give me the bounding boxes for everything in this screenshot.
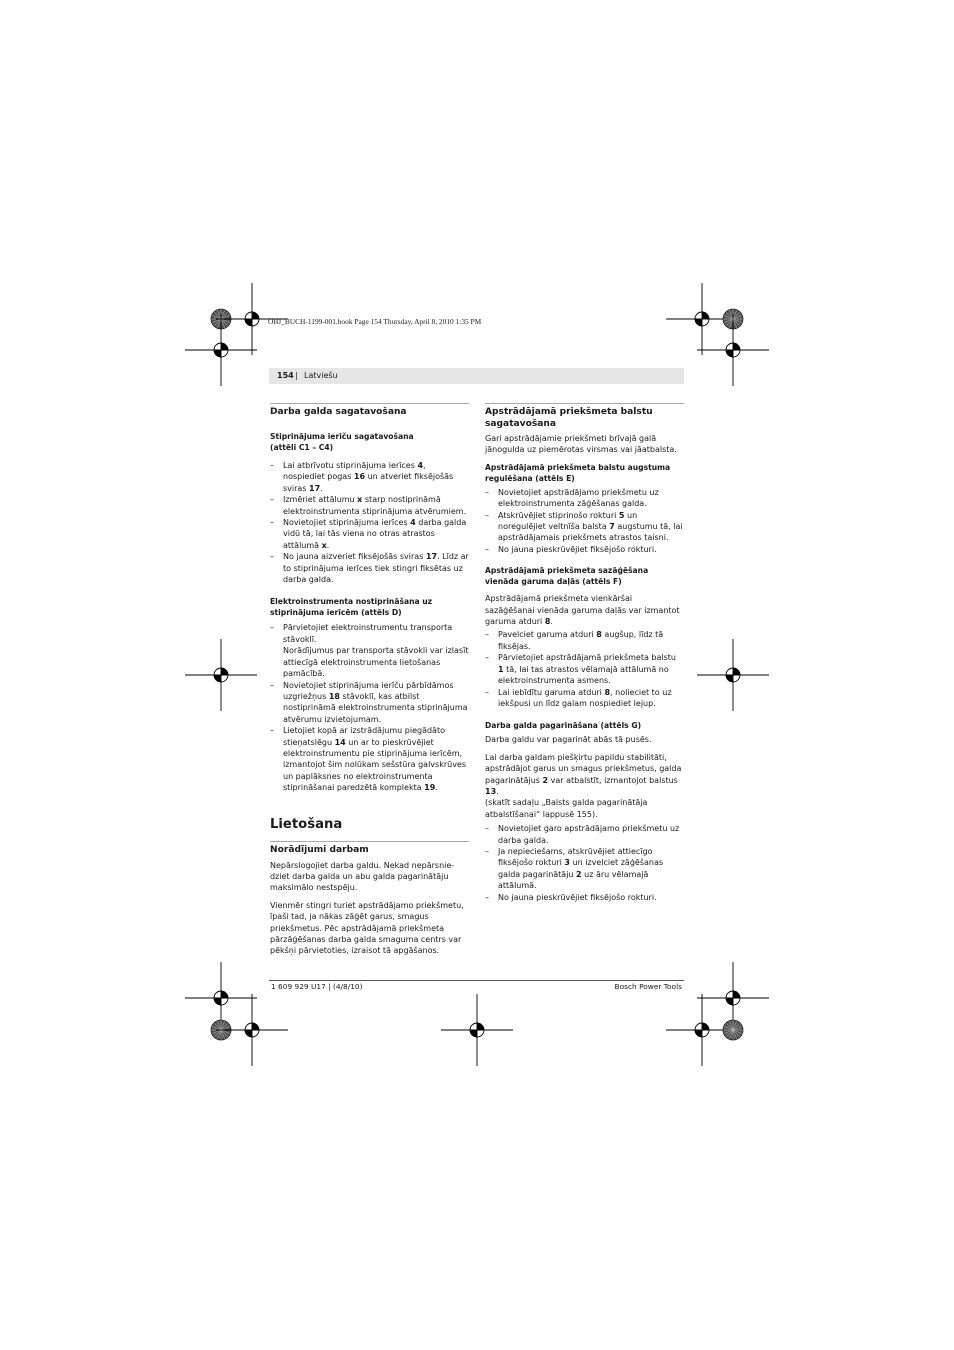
footer-doc-number: 1 609 929 U17 | (4/8/10) [271, 982, 363, 991]
reference-number: 16 [353, 472, 366, 482]
extension-steps [485, 823, 684, 903]
heading-equal-lengths: Apstrādājamā priekšmeta sazāģēšana vienāda garuma daļās (attēls F) [485, 566, 649, 587]
reference-number: 3 [564, 858, 570, 868]
list-item: – Novietojiet stiprinājuma ierīču pārbīdāmos uzgriežņus 18 stāvoklī, kas atbilst nostiprināmā elektroinstrumenta stiprinājuma atvērumu izvietojumam. [270, 680, 469, 726]
extension-paragraph-2: Lai darba galdam piešķirtu papildu stabilitāti, apstrādājot garus un smagus priekšmetus, galda pagarinātājus 2 var atbalstīt, izmantojot balstus 13. [485, 752, 682, 796]
heading-clamp-figs: (attēli C1 – C4) [270, 443, 334, 452]
list-item: – Novietojiet apstrādājamo priekšmetu uz elektroinstrumenta zāģēšanas galda. [485, 487, 684, 510]
section-name: Latviešu [304, 371, 338, 380]
equal-intro: Apstrādājamā priekšmeta vienkāršai sazāģēšanai vienāda garuma daļās var izmantot garuma atduri 8. [485, 594, 680, 627]
reference-number: 4 [410, 518, 416, 528]
list-item: – Izmēriet attālumu x starp nostiprināmā elektroinstrumenta stiprinājuma atvērumiem. [270, 494, 469, 517]
hint-paragraph-1: Nepārslogojiet darba galdu. Nekad nepārsnie-dziet darba galda un abu galda pagarinātāju maksimālo nestspēju. [270, 860, 455, 893]
reference-number: 18 [328, 691, 340, 701]
list-item: – Lai atbrīvotu stiprinājuma ierīces 4, nospiediet pogas 16 un atveriet fiksējošās sviras 17. [270, 460, 469, 494]
reference-number: x [321, 540, 327, 550]
footer-rule [269, 980, 684, 981]
left-column [270, 403, 469, 957]
reference-number: 2 [576, 869, 582, 879]
reference-number: 4 [417, 461, 424, 470]
reference-number: 8 [596, 630, 602, 640]
list-item: – No jauna pieskrūvējiet fiksējošo rokturi. [485, 544, 684, 555]
heading-working-hints: Norādījumi darbam [270, 841, 469, 856]
heading-mount-tool: Elektroinstrumenta nostiprināšana uz stiprinājuma ierīcēm (attēls D) [270, 597, 433, 618]
list-item: – Ja nepieciešams, atskrūvējiet attiecīgo fiksējošo rokturi 3 un izvelciet zāģēšanas galda pagarinātāju 2 uz āru vēlamajā attālumā. [485, 846, 684, 892]
mount-steps [270, 622, 469, 793]
heading-height-adjust: Apstrādājamā priekšmeta balstu augstuma regulēšana (attēls E) [485, 462, 671, 483]
page-number: 154 [277, 371, 294, 380]
print-slug: OBJ_BUCH-1199-001.book Page 154 Thursday, April 8, 2010 1:35 PM [268, 317, 482, 326]
heading-workbench-prep: Darba galda sagatavošana [270, 403, 469, 418]
equal-steps [485, 629, 684, 709]
list-item: – Novietojiet stiprinājuma ierīces 4 darba galda vidū tā, lai tās viena no otras atrastos attālumā x. [270, 517, 469, 551]
clamp-steps [270, 460, 469, 585]
heading-support-prep: Apstrādājamā priekšmeta balstu sagatavošana [485, 403, 684, 430]
reference-number: 13 [485, 786, 497, 796]
list-item: – Pārvietojiet elektroinstrumentu transporta stāvoklī. Norādījumus par transporta stāvokli var izlasīt attiecīgā elektroinstrumenta lietošanas pamācībā. [270, 622, 469, 679]
list-item: – Lietojiet kopā ar izstrādājumu piegādāto stieņatslēgu 14 un ar to pieskrūvējiet elektroinstrumentu pie stiprinājuma ierīcēm, izmantojot šim nolūkam sešstūra galvskrūves un paplāksnes no elektroinstrumenta stiprināšanai paredzētā komplekta 19. [270, 725, 469, 793]
reference-number: 5 [618, 510, 625, 520]
reference-number: 14 [334, 737, 346, 747]
extension-paragraph-1: Darba galdu var pagarināt abās tā pusēs. [485, 735, 652, 745]
extension-paragraph-3: (skatīt sadaļu „Balsts galda pagarinātāja atbalstīšanai“ lappusē 155). [485, 798, 648, 819]
reference-number: 8 [604, 687, 611, 697]
list-item: – No jauna aizveriet fiksējošās sviras 17. Līdz ar to stiprinājuma ierīces tiek stingri fiksētas uz darba galda. [270, 551, 469, 585]
right-column [485, 403, 684, 903]
support-intro: Gari apstrādājamie priekšmeti brīvajā galā jānogulda uz piemērotas virsmas vai jāatbalsta. [485, 434, 677, 455]
reference-number: 8 [544, 617, 551, 627]
header-separator: | [295, 371, 298, 380]
reference-number: x [357, 495, 363, 505]
reference-number: 17 [309, 483, 321, 493]
list-item: – Atskrūvējiet stiprinošo rokturi 5 un noregulējiet veltnīša balsta 7 augstumu tā, lai apstrādājamais priekšmets atrastos taisni. [485, 510, 684, 544]
list-item: – Pavelciet garuma atduri 8 augšup, līdz tā fiksējas. [485, 629, 684, 652]
list-item: – Pārvietojiet apstrādājamā priekšmeta balstu 1 tā, lai tas atrastos vēlamajā attālumā no elektroinstrumenta asmens. [485, 652, 684, 686]
heading-clamp-prep: Stiprinājuma ierīču sagatavošana [270, 432, 414, 441]
height-steps [485, 487, 684, 555]
list-item: – Lai iebīdītu garuma atduri 8, nolieciet to uz iekšpusi un līdz galam nospiediet lejup. [485, 687, 684, 710]
footer-brand: Bosch Power Tools [614, 982, 682, 991]
reference-number: 7 [609, 522, 615, 532]
reference-number: 19 [424, 783, 436, 793]
heading-operation: Lietošana [270, 816, 343, 832]
list-item: – Novietojiet garo apstrādājamo priekšmetu uz darba galda. [485, 823, 684, 846]
reference-number: 1 [498, 664, 504, 674]
list-item: – No jauna pieskrūvējiet fiksējošo rokturi. [485, 892, 684, 903]
reference-number: 17 [425, 552, 438, 562]
page-header [269, 368, 684, 384]
hint-paragraph-2: Vienmēr stingri turiet apstrādājamo priekšmetu, īpaši tad, ja nākas zāģēt garus, smagus priekšmetus. Pēc apstrādājamā priekšmeta pārzāģēšanas darba galda smaguma centrs var pēkšņi pārvietoties, izraisot tā apgāšanos. [270, 900, 464, 956]
reference-number: 2 [542, 775, 549, 785]
heading-extension: Darba galda pagarināšana (attēls G) [485, 721, 642, 731]
